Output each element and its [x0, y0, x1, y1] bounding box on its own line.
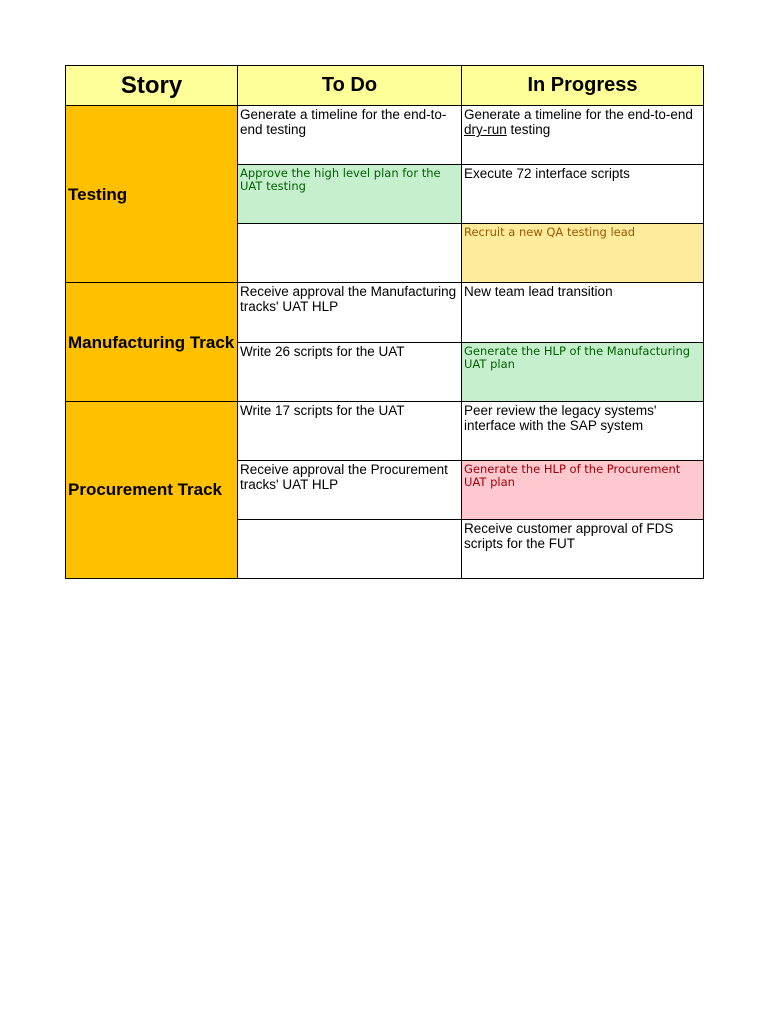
task-text: Generate a timeline for the end-to-end — [464, 107, 693, 122]
todo-cell: Receive approval the Manufacturing tracks' UAT HLP — [238, 283, 462, 342]
in-progress-cell-highlighted: Generate the HLP of the Procurement UAT plan — [462, 460, 704, 519]
in-progress-cell-highlighted: Recruit a new QA testing lead — [462, 224, 704, 283]
kanban-board — [65, 65, 704, 579]
todo-cell-empty — [238, 519, 462, 578]
todo-cell: Generate a timeline for the end-to-end testing — [238, 106, 462, 165]
table-row — [66, 401, 704, 460]
in-progress-cell: Peer review the legacy systems' interface with the SAP system — [462, 401, 704, 460]
story-testing: Testing — [66, 106, 238, 283]
todo-cell: Write 26 scripts for the UAT — [238, 342, 462, 401]
header-row — [66, 66, 704, 106]
underlined-term: dry-run — [464, 122, 507, 137]
in-progress-cell: Receive customer approval of FDS scripts for the FUT — [462, 519, 704, 578]
in-progress-cell-highlighted: Generate the HLP of the Manufacturing UAT plan — [462, 342, 704, 401]
in-progress-cell — [462, 106, 704, 165]
table-row — [66, 106, 704, 165]
header-to-do: To Do — [238, 66, 462, 106]
table-row — [66, 283, 704, 342]
story-procurement-track: Procurement Track — [66, 401, 238, 578]
todo-cell: Receive approval the Procurement tracks' UAT HLP — [238, 460, 462, 519]
todo-cell-highlighted: Approve the high level plan for the UAT testing — [238, 165, 462, 224]
header-in-progress: In Progress — [462, 66, 704, 106]
todo-cell-empty — [238, 224, 462, 283]
story-manufacturing-track: Manufacturing Track — [66, 283, 238, 401]
header-story: Story — [66, 66, 238, 106]
todo-cell: Write 17 scripts for the UAT — [238, 401, 462, 460]
task-text: testing — [506, 122, 551, 137]
in-progress-cell: Execute 72 interface scripts — [462, 165, 704, 224]
in-progress-cell: New team lead transition — [462, 283, 704, 342]
